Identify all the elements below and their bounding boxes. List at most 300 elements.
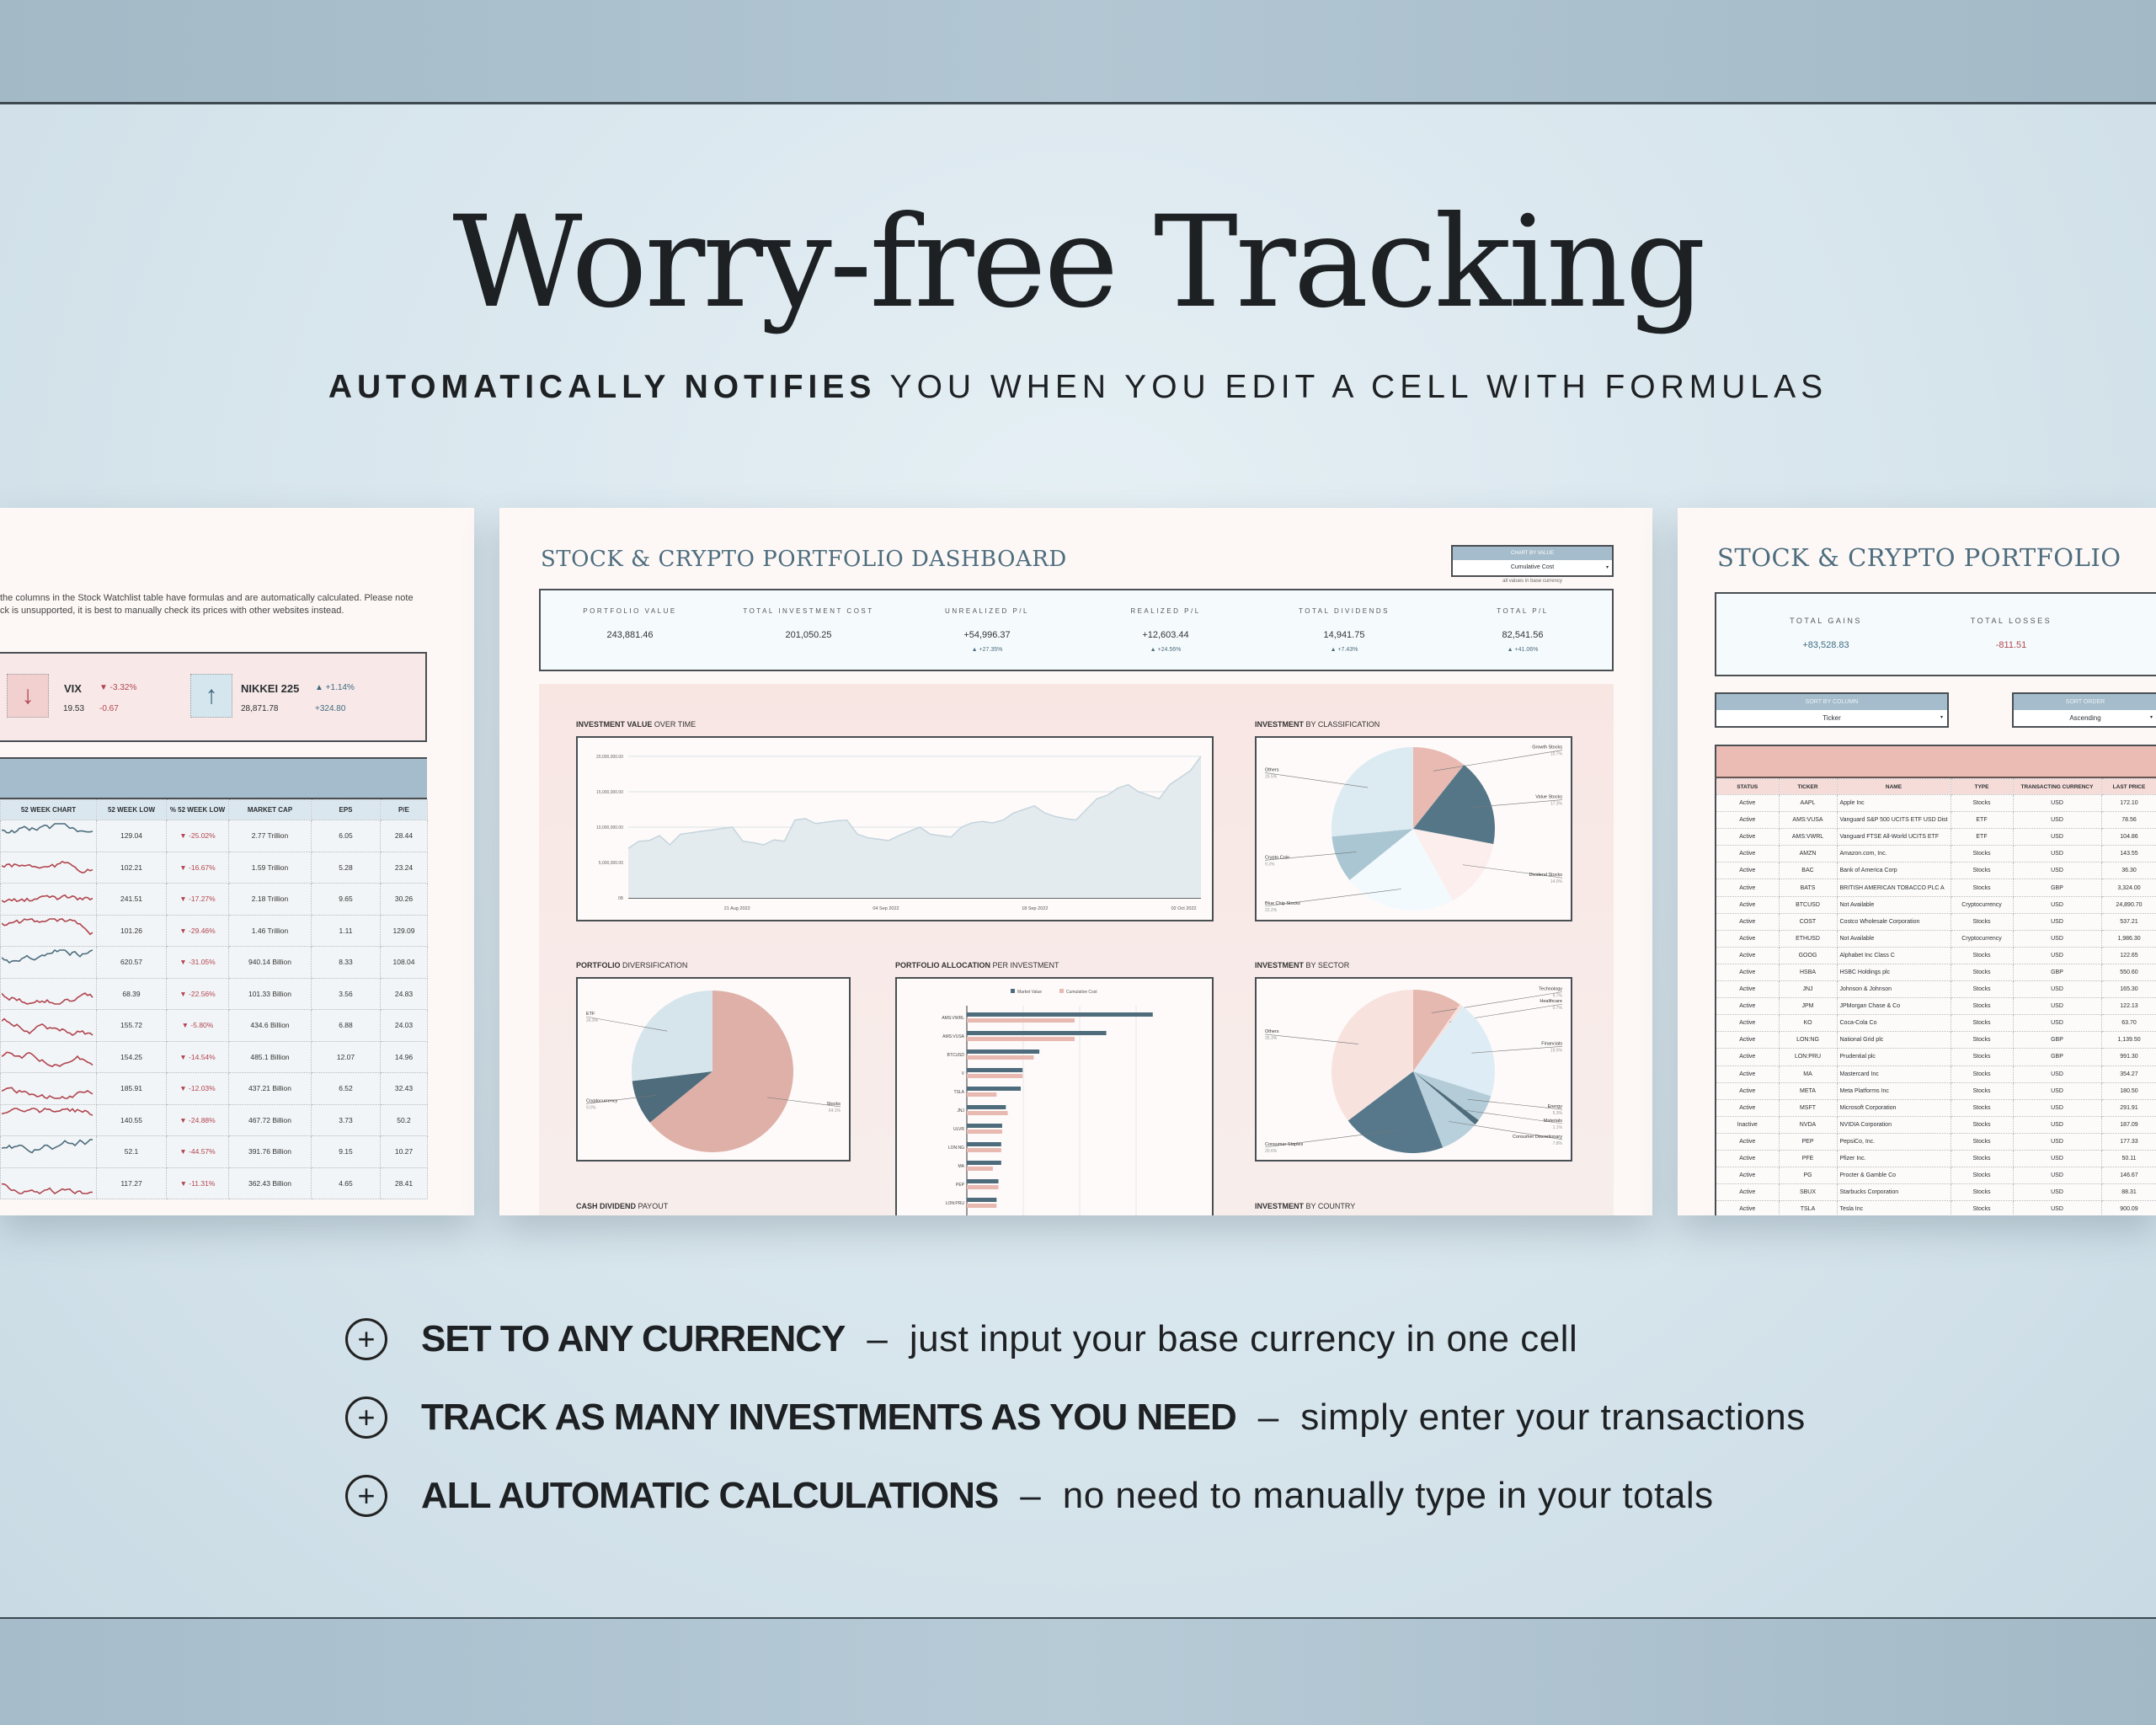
label-rest: BY SECTOR xyxy=(1304,961,1350,969)
cell: Not Available xyxy=(1837,896,1951,913)
cell: Stocks xyxy=(1951,1150,2013,1167)
table-row[interactable] xyxy=(1716,1015,2156,1032)
chart-by-value-wrap xyxy=(1453,560,1612,575)
dashboard-title: STOCK & CRYPTO PORTFOLIO DASHBOARD xyxy=(541,547,1067,572)
table-row[interactable] xyxy=(1716,862,2156,879)
cell: GBP xyxy=(2013,1032,2101,1049)
cell: BATS xyxy=(1779,879,1837,896)
allocation-bar-chart xyxy=(895,977,1214,1215)
x-tick-label: 04 Sep 2022 xyxy=(873,906,899,911)
cell: USD xyxy=(2013,1116,2101,1133)
slice-label: Dividend Stocks xyxy=(1529,873,1562,879)
cell: 537.21 xyxy=(2101,913,2156,930)
cell-low: 241.51 xyxy=(97,884,167,916)
cell-pct: ▼ -25.02% xyxy=(167,820,229,852)
cell: Active xyxy=(1716,896,1779,913)
cell-cap: 1.46 Trillion xyxy=(229,915,312,947)
cell: ETHUSD xyxy=(1779,930,1837,947)
table-row[interactable] xyxy=(1716,1082,2156,1099)
bar-market-value xyxy=(967,1124,1002,1128)
x-tick-label: 18 Sep 2022 xyxy=(1022,906,1049,911)
column-header[interactable]: P/E xyxy=(381,800,428,820)
cell: Vanguard S&P 500 UCITS ETF USD Dist xyxy=(1837,812,1951,829)
section-label xyxy=(576,1202,668,1210)
headline-title: Worry-free Tracking xyxy=(452,190,1704,336)
table-row[interactable] xyxy=(1716,1167,2156,1184)
slice-pct: 19.5% xyxy=(1550,1048,1562,1054)
dropdown-arrow-icon: ▾ xyxy=(1605,565,1609,570)
cell: NVDA xyxy=(1779,1116,1837,1133)
headline-subtitle xyxy=(0,369,2156,406)
label-rest: BY COUNTRY xyxy=(1304,1202,1356,1210)
cell: USD xyxy=(2013,981,2101,998)
table-row[interactable] xyxy=(1716,1116,2156,1133)
slice-pct: 17.3% xyxy=(1550,801,1562,807)
cell-cap: 391.76 Billion xyxy=(229,1136,312,1168)
table-row[interactable] xyxy=(1,947,428,979)
kpi-value: 201,050.25 xyxy=(785,630,832,640)
label-bold: PORTFOLIO xyxy=(576,961,621,969)
table-row[interactable] xyxy=(1,1073,428,1105)
legend-label: Cumulative Cost xyxy=(1066,990,1097,995)
bar-cumulative-cost xyxy=(967,1130,1002,1134)
plus-circle-icon: + xyxy=(345,1397,387,1439)
cell: USD xyxy=(2013,1133,2101,1150)
kpi-label: PORTFOLIO VALUE xyxy=(583,607,677,615)
column-header[interactable]: LAST PRICE xyxy=(2101,779,2156,795)
cell-low: 117.27 xyxy=(97,1167,167,1199)
cell-pe: 23.24 xyxy=(381,852,428,884)
cell-cap: 2.77 Trillion xyxy=(229,820,312,852)
cell: AAPL xyxy=(1779,795,1837,812)
cell: Stocks xyxy=(1951,862,2013,879)
cell: MSFT xyxy=(1779,1099,1837,1116)
cell-pe: 30.26 xyxy=(381,884,428,916)
slice-label: Crypto Coin xyxy=(1265,855,1290,861)
chart-by-note: all values in base currency xyxy=(1502,579,1562,584)
column-header[interactable]: 52 WEEK LOW xyxy=(97,800,167,820)
cell: Meta Platforms Inc xyxy=(1837,1082,1951,1099)
label-bold: INVESTMENT xyxy=(1255,1202,1305,1210)
cell: 122.65 xyxy=(2101,947,2156,964)
sparkline-line xyxy=(2,1183,93,1193)
table-row[interactable] xyxy=(1716,829,2156,846)
section-label xyxy=(1255,961,1349,969)
chart-by-label: CHART BY VALUE xyxy=(1453,547,1612,560)
cell-low: 140.55 xyxy=(97,1104,167,1136)
y-tick-label: 5,000,000.00 xyxy=(598,861,623,866)
cell: Stocks xyxy=(1951,1133,2013,1150)
cell: Stocks xyxy=(1951,1049,2013,1065)
dash-separator: – xyxy=(1020,1475,1041,1516)
cell: 187.09 xyxy=(2101,1116,2156,1133)
table-row[interactable] xyxy=(1716,947,2156,964)
cell: Active xyxy=(1716,1201,1779,1215)
cell: Alphabet Inc Class C xyxy=(1837,947,1951,964)
table-row[interactable] xyxy=(1716,930,2156,947)
index-value: 19.53 xyxy=(63,704,85,713)
legend-swatch xyxy=(1059,989,1064,993)
table-row[interactable] xyxy=(1,1041,428,1073)
table-row[interactable] xyxy=(1716,795,2156,812)
cell: Amazon.com, Inc. xyxy=(1837,846,1951,862)
cell: ETF xyxy=(1951,829,2013,846)
slice-pct: 26.5% xyxy=(1265,774,1278,780)
cell: USD xyxy=(2013,846,2101,862)
y-tick-label: 10,000,000.00 xyxy=(596,825,623,830)
cell: Active xyxy=(1716,981,1779,998)
cell: Active xyxy=(1716,1099,1779,1116)
cell: USD xyxy=(2013,930,2101,947)
cell-pe: 32.43 xyxy=(381,1073,428,1105)
cell: Stocks xyxy=(1951,846,2013,862)
cell: Stocks xyxy=(1951,795,2013,812)
table-row[interactable] xyxy=(1,1104,428,1136)
column-header[interactable]: EPS xyxy=(312,800,381,820)
cell-pct: ▼ -17.27% xyxy=(167,884,229,916)
cell: 180.50 xyxy=(2101,1082,2156,1099)
slice-pct: 14.0% xyxy=(1550,879,1562,885)
legend-swatch xyxy=(1011,989,1015,993)
cell: AMS:VWRL xyxy=(1779,829,1837,846)
feature-title: SET TO ANY CURRENCY xyxy=(421,1318,846,1359)
table-row[interactable] xyxy=(1716,998,2156,1015)
kpi-label: TOTAL INVESTMENT COST xyxy=(743,607,874,615)
cell: Active xyxy=(1716,964,1779,980)
cell: USD xyxy=(2013,829,2101,846)
slice-pct: 9.0% xyxy=(586,1105,596,1111)
slice-pct: 64.1% xyxy=(828,1108,841,1114)
dropdown-arrow-icon: ▾ xyxy=(2149,715,2153,720)
cell: KO xyxy=(1779,1015,1837,1032)
kpi-label: TOTAL DIVIDENDS xyxy=(1298,607,1390,615)
table-row[interactable] xyxy=(1716,1032,2156,1049)
cell: Active xyxy=(1716,1065,1779,1082)
cell-pct: ▼ -16.67% xyxy=(167,852,229,884)
cell-eps: 1.11 xyxy=(312,915,381,947)
table-row[interactable] xyxy=(1716,846,2156,862)
cell-pe: 24.83 xyxy=(381,978,428,1010)
cell-eps: 3.56 xyxy=(312,978,381,1010)
table-row[interactable] xyxy=(1,884,428,916)
slice-pct: 20.6% xyxy=(1265,1149,1278,1154)
feature-description: simply enter your transactions xyxy=(1300,1397,1806,1438)
cell: Stocks xyxy=(1951,964,2013,980)
cell: Active xyxy=(1716,930,1779,947)
kpi-value: 243,881.46 xyxy=(606,630,654,640)
bar-market-value xyxy=(967,1068,1022,1072)
cell: NVIDIA Corporation xyxy=(1837,1116,1951,1133)
cell: 143.55 xyxy=(2101,846,2156,862)
portfolio-title: STOCK & CRYPTO PORTFOLIO xyxy=(1717,543,2121,572)
cell-pe: 24.03 xyxy=(381,1010,428,1042)
column-header[interactable]: TYPE xyxy=(1951,779,2013,795)
cell: 122.13 xyxy=(2101,998,2156,1015)
top-band xyxy=(0,0,2156,103)
sparkline-line xyxy=(2,824,93,833)
index-pct: ▼ -3.32% xyxy=(99,683,137,692)
bar-market-value xyxy=(967,1031,1107,1035)
sparkline xyxy=(2,979,96,1007)
table-row[interactable] xyxy=(1716,1201,2156,1215)
table-row[interactable] xyxy=(1716,1065,2156,1082)
table-row[interactable] xyxy=(1,978,428,1010)
cell: 63.70 xyxy=(2101,1015,2156,1032)
cell: Active xyxy=(1716,1133,1779,1150)
sort-order-value-wrap xyxy=(2014,710,2156,726)
sparkline-cell xyxy=(1,947,97,979)
bar-cumulative-cost xyxy=(967,1092,996,1097)
cell-pe: 14.96 xyxy=(381,1041,428,1073)
column-header[interactable]: 52 WEEK CHART xyxy=(1,800,97,820)
bar-cumulative-cost xyxy=(967,1185,999,1189)
category-label: BTCUSD xyxy=(947,1053,964,1058)
sort-order-label: SORT ORDER xyxy=(2014,694,2156,710)
cell-eps: 6.88 xyxy=(312,1010,381,1042)
sparkline-cell xyxy=(1,884,97,916)
portfolio-table xyxy=(1715,778,2156,1215)
cell: BAC xyxy=(1779,862,1837,879)
cell: JPMorgan Chase & Co xyxy=(1837,998,1951,1015)
column-header[interactable]: MARKET CAP xyxy=(229,800,312,820)
cell: SBUX xyxy=(1779,1184,1837,1201)
sparkline-line xyxy=(2,1019,93,1035)
cell: BRITISH AMERICAN TOBACCO PLC A xyxy=(1837,879,1951,896)
section-label xyxy=(576,961,687,969)
cell: Procter & Gamble Co xyxy=(1837,1167,1951,1184)
cell: USD xyxy=(2013,1065,2101,1082)
feature-item xyxy=(345,1475,1714,1517)
kpi-change xyxy=(541,647,719,653)
kpi-value: +54,996.37 xyxy=(963,630,1011,640)
sort-column-value-wrap xyxy=(1716,710,1947,726)
cell: Active xyxy=(1716,829,1779,846)
cell: Stocks xyxy=(1951,913,2013,930)
cell-pe: 28.41 xyxy=(381,1167,428,1199)
sparkline xyxy=(2,1042,96,1071)
table-row[interactable] xyxy=(1,852,428,884)
bar-cumulative-cost xyxy=(967,1055,1033,1060)
cell: 1,986.30 xyxy=(2101,930,2156,947)
watchlist-table-banner xyxy=(0,757,427,799)
kpi-label: TOTAL P/L xyxy=(1497,607,1549,615)
sparkline-cell xyxy=(1,1167,97,1199)
cell: USD xyxy=(2013,795,2101,812)
table-row[interactable] xyxy=(1716,981,2156,998)
table-row[interactable] xyxy=(1,915,428,947)
sort-order-select[interactable] xyxy=(2012,692,2156,728)
kpi-change: ▲ +7.43% xyxy=(1330,647,1358,653)
cell: Stocks xyxy=(1951,1065,2013,1082)
cell: GOOG xyxy=(1779,947,1837,964)
cell: National Grid plc xyxy=(1837,1032,1951,1049)
cell: Active xyxy=(1716,913,1779,930)
cell: Inactive xyxy=(1716,1116,1779,1133)
cell-pct: ▼ -5.80% xyxy=(167,1010,229,1042)
cell: 550.60 xyxy=(2101,964,2156,980)
slice-label: Materials xyxy=(1543,1118,1562,1124)
table-row[interactable] xyxy=(1716,1099,2156,1116)
sort-column-label: SORT BY COLUMN xyxy=(1716,694,1947,710)
sparkline-cell xyxy=(1,1073,97,1105)
dash-separator: – xyxy=(1257,1397,1279,1438)
kpi-value: 82,541.56 xyxy=(1502,630,1544,640)
table-row[interactable] xyxy=(1716,812,2156,829)
bar-market-value xyxy=(967,1087,1021,1091)
cell: Stocks xyxy=(1951,981,2013,998)
slice-label: ETF xyxy=(586,1012,595,1017)
table-row[interactable] xyxy=(1716,1133,2156,1150)
cell: COST xyxy=(1779,913,1837,930)
arrow-down-icon: ↓ xyxy=(7,674,49,718)
dash-separator: – xyxy=(867,1318,888,1359)
sparkline xyxy=(2,820,96,849)
cell: Pfizer Inc. xyxy=(1837,1150,1951,1167)
cell: PG xyxy=(1779,1167,1837,1184)
table-row[interactable] xyxy=(1716,1049,2156,1065)
slice-label: Others xyxy=(1265,1028,1279,1034)
category-label: AMS:VWRL xyxy=(942,1016,964,1021)
cell: Stocks xyxy=(1951,1201,2013,1215)
table-row[interactable] xyxy=(1716,1150,2156,1167)
cell: Active xyxy=(1716,947,1779,964)
cell: USD xyxy=(2013,1201,2101,1215)
feature-title: ALL AUTOMATIC CALCULATIONS xyxy=(421,1475,999,1516)
label-rest: PER INVESTMENT xyxy=(990,961,1059,969)
label-rest: PAYOUT xyxy=(636,1202,669,1210)
kpi-value: +12,603.44 xyxy=(1142,630,1189,640)
sparkline-cell xyxy=(1,1136,97,1168)
bottom-band xyxy=(0,1619,2156,1725)
column-header[interactable]: % 52 WEEK LOW xyxy=(167,800,229,820)
cell: Johnson & Johnson xyxy=(1837,981,1951,998)
cell-eps: 8.33 xyxy=(312,947,381,979)
cell-eps: 5.28 xyxy=(312,852,381,884)
cell: Stocks xyxy=(1951,1167,2013,1184)
cell: 36.30 xyxy=(2101,862,2156,879)
column-header[interactable]: TRANSACTING CURRENCY xyxy=(2013,779,2101,795)
slice-label: Healthcare xyxy=(1540,999,1562,1005)
label-rest: DIVERSIFICATION xyxy=(620,961,688,969)
plus-circle-icon: + xyxy=(345,1318,387,1360)
cell: Cryptocurrency xyxy=(1951,930,2013,947)
sparkline-line xyxy=(2,1108,93,1115)
cell: 104.86 xyxy=(2101,829,2156,846)
cell: META xyxy=(1779,1082,1837,1099)
slice-label: Others xyxy=(1265,767,1279,773)
cell: USD xyxy=(2013,1167,2101,1184)
label-rest: OVER TIME xyxy=(652,720,696,729)
cell-eps: 6.05 xyxy=(312,820,381,852)
column-header[interactable]: TICKER xyxy=(1779,779,1837,795)
cell: Active xyxy=(1716,998,1779,1015)
cell: Cryptocurrency xyxy=(1951,896,2013,913)
note-line: ck is unsupported, it is best to manually check its prices with other websites instead. xyxy=(0,606,344,616)
y-tick-label: 15,000,000.00 xyxy=(596,790,623,795)
sparkline-cell xyxy=(1,978,97,1010)
sparkline xyxy=(2,916,96,944)
cell: 354.27 xyxy=(2101,1065,2156,1082)
cell: USD xyxy=(2013,1184,2101,1201)
cell: HSBC Holdings plc xyxy=(1837,964,1951,980)
kpi-value: -811.51 xyxy=(1995,640,2027,650)
category-label: ULVR xyxy=(953,1127,964,1132)
bar-market-value xyxy=(967,1105,1006,1109)
plus-circle-icon: + xyxy=(345,1475,387,1517)
table-row[interactable] xyxy=(1716,964,2156,980)
slice-pct: 7.8% xyxy=(1552,1140,1562,1146)
watchlist-panel xyxy=(0,508,474,1215)
table-row[interactable] xyxy=(1,1136,428,1168)
cell: USD xyxy=(2013,1082,2101,1099)
table-row[interactable] xyxy=(1716,1184,2156,1201)
cell: Stocks xyxy=(1951,1082,2013,1099)
sort-column-value: Ticker xyxy=(1822,714,1841,722)
cell: Bank of America Corp xyxy=(1837,862,1951,879)
cell-cap: 1.59 Trillion xyxy=(229,852,312,884)
table-row[interactable] xyxy=(1716,879,2156,896)
label-rest: BY CLASSIFICATION xyxy=(1304,720,1380,729)
chart-by-select[interactable] xyxy=(1451,545,1614,577)
cell-cap: 362.43 Billion xyxy=(229,1167,312,1199)
arrow-up-icon: ↑ xyxy=(190,674,232,718)
kpi-total-dividends xyxy=(1255,607,1433,653)
slice-pct: 22.2% xyxy=(1265,908,1278,913)
cell: Active xyxy=(1716,1049,1779,1065)
bar-market-value xyxy=(967,1142,1001,1146)
dashboard-panel xyxy=(499,508,1652,1215)
sort-column-select[interactable] xyxy=(1715,692,1949,728)
cell-pct: ▼ -12.03% xyxy=(167,1073,229,1105)
bar-cumulative-cost xyxy=(967,1167,993,1171)
slice-label: Energy xyxy=(1547,1104,1562,1110)
cell: Apple Inc xyxy=(1837,795,1951,812)
category-label: TSLA xyxy=(953,1090,964,1095)
sparkline-line xyxy=(2,862,93,873)
cell: Prudential plc xyxy=(1837,1049,1951,1065)
kpi-total-losses xyxy=(1944,617,2079,650)
sparkline-cell xyxy=(1,1010,97,1042)
kpi-value: +83,528.83 xyxy=(1802,640,1849,650)
cell: 165.30 xyxy=(2101,981,2156,998)
cell: 291.91 xyxy=(2101,1099,2156,1116)
cell: LON:PRU xyxy=(1779,1049,1837,1065)
slice-label: Stocks xyxy=(826,1101,841,1107)
cell-pct: ▼ -31.05% xyxy=(167,947,229,979)
column-header[interactable]: STATUS xyxy=(1716,779,1779,795)
cell: Not Available xyxy=(1837,930,1951,947)
cell: ETF xyxy=(1951,812,2013,829)
cell-cap: 467.72 Billion xyxy=(229,1104,312,1136)
bar-cumulative-cost xyxy=(967,1111,1008,1115)
top-divider xyxy=(0,102,2156,104)
slice-pct: 9.3% xyxy=(1265,862,1275,868)
table-row[interactable] xyxy=(1,1167,428,1199)
cell-low: 52.1 xyxy=(97,1136,167,1168)
slice-label: Value Stocks xyxy=(1535,794,1562,800)
cell: 88.31 xyxy=(2101,1184,2156,1201)
watchlist-table xyxy=(0,799,428,1199)
sparkline xyxy=(2,1105,96,1134)
table-row[interactable] xyxy=(1,1010,428,1042)
portfolio-panel xyxy=(1678,508,2156,1215)
column-header[interactable]: NAME xyxy=(1837,779,1951,795)
cell: Costco Wholesale Corporation xyxy=(1837,913,1951,930)
cell: 991.30 xyxy=(2101,1049,2156,1065)
table-row[interactable] xyxy=(1,820,428,852)
table-row[interactable] xyxy=(1716,896,2156,913)
table-row[interactable] xyxy=(1716,913,2156,930)
